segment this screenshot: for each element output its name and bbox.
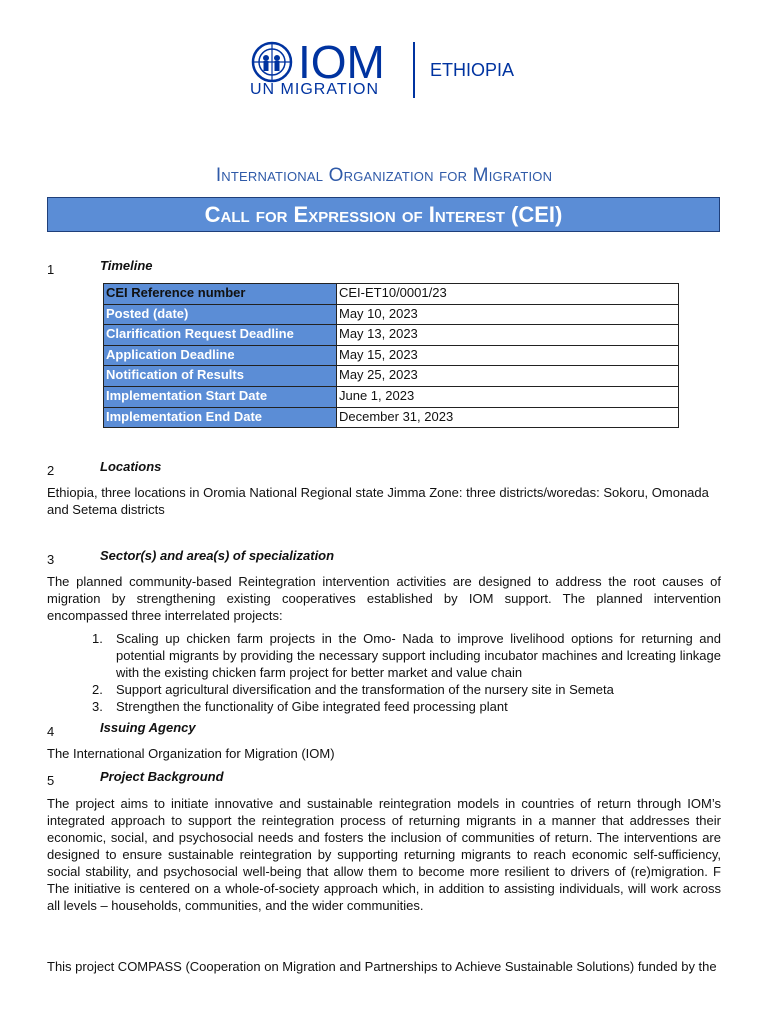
logo-country: ETHIOPIA [430,60,515,80]
agency-text: The International Organization for Migration (IOM) [47,746,335,761]
section-title-locations: Locations [100,459,162,474]
logo-divider [413,42,415,98]
locations-text: Ethiopia, three locations in Oromia National Regional state Jimma Zone: three districts/woredas: Sokoru, Omonada and Setema districts [47,485,709,517]
section-title-sector: Sector(s) and area(s) of specialization [100,548,335,563]
row-label: Implementation End Date [104,407,337,428]
table-row [104,284,679,305]
table-row [104,345,679,366]
list-item [92,630,721,681]
list-number: 2. [92,682,103,697]
section-title-timeline: Timeline [100,258,153,273]
list-text: Scaling up chicken farm projects in the Omo- Nada to improve livelihood options for returning and potential migrants by providing the necessary support including incubator machines and lcreating linkage with the existing chicken farm project for better market and value chain [116,631,721,680]
logo-subtitle: UN MIGRATION [250,81,380,98]
background-text-2: This project COMPASS (Cooperation on Migration and Partnerships to Achieve Sustainable Solutions) funded by the [47,959,717,974]
list-number: 1. [92,631,103,646]
timeline-table [103,283,679,428]
list-number: 3. [92,699,103,714]
logo-brand: IOM [298,36,385,88]
row-label: CEI Reference number [104,284,337,305]
row-label: Notification of Results [104,366,337,387]
row-value: CEI-ET10/0001/23 [337,284,679,305]
table-row [104,386,679,407]
row-value: May 15, 2023 [337,345,679,366]
row-value: December 31, 2023 [337,407,679,428]
section-title-background: Project Background [100,769,224,784]
section-number: 3 [47,552,55,567]
list-item [92,681,721,698]
section-number: 2 [47,463,55,478]
list-item [92,698,721,715]
section-number: 4 [47,724,55,739]
row-label: Implementation Start Date [104,386,337,407]
doc-title: Call for Expression of Interest (CEI) [204,202,563,227]
list-text: Support agricultural diversification and the transformation of the nursery site in Semeta [116,682,614,697]
sector-intro: The planned community-based Reintegration intervention activities are designed to address the root causes of migration by strengthening existing cooperatives established by IOM support. The planned intervention encompassed three interrelated projects: [47,574,721,623]
row-value: May 13, 2023 [337,325,679,346]
list-text: Strengthen the functionality of Gibe integrated feed processing plant [116,699,508,714]
table-row [104,407,679,428]
row-value: May 10, 2023 [337,304,679,325]
row-value: June 1, 2023 [337,386,679,407]
doc-title-banner [47,197,720,232]
row-label: Clarification Request Deadline [104,325,337,346]
table-row [104,366,679,387]
row-value: May 25, 2023 [337,366,679,387]
un-emblem-icon [250,40,294,84]
row-label: Application Deadline [104,345,337,366]
section-number: 5 [47,773,55,788]
background-text: The project aims to initiate innovative and sustainable reintegration models in countries of return through IOM’s integrated approach to support the reintegration process of returning migrants in a manner that addresses their economic, social, and psychosocial needs and fosters the inclusion of communities of return. The interventions are designed to ensure sustainable reintegration by supporting returning migrants to reach economic self-sufficiency, social stability, and psychosocial well-being that allow them to become more resilient to drivers of (re)migration. F The initiative is centered on a whole-of-society approach which, in addition to assisting individuals, will work across all levels – households, communities, and the wider communities. [47,796,721,913]
row-label: Posted (date) [104,304,337,325]
section-number: 1 [47,262,55,277]
section-title-agency: Issuing Agency [100,720,196,735]
table-row [104,325,679,346]
org-title: International Organization for Migration [215,165,553,186]
project-list [92,630,721,715]
iom-logo [250,36,540,100]
table-row [104,304,679,325]
